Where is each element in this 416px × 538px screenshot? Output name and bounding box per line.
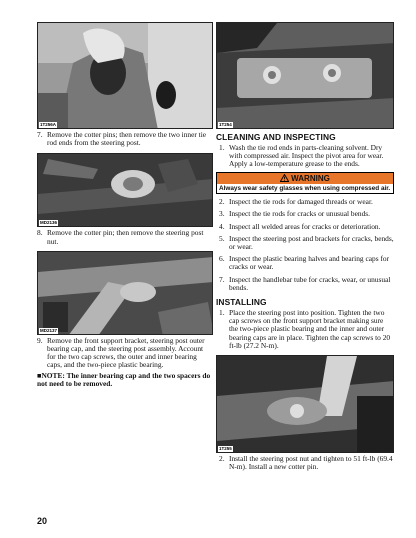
warning-label: WARNING [291, 173, 330, 183]
install-step-2: 2. Install the steering post nut and tighten to 51 ft-lb (69.4 N-m). Install a new cotter pin. [219, 454, 393, 472]
clean-step-3: 3. Inspect the tie rods for cracks or unusual bends. [219, 209, 370, 219]
right-column [216, 22, 394, 471]
clean-step-6: 6. Inspect the plastic bearing halves and bearing caps for cracks or wear. [219, 254, 390, 272]
cleaning-heading: CLEANING AND INSPECTING [216, 132, 336, 142]
clean-step-2: 2. Inspect the tie rods for damaged threads or wear. [219, 197, 373, 207]
warning-text: Always wear safety glasses when using compressed air. [219, 184, 391, 192]
clean-step-5: 5. Inspect the steering post and brackets for cracks, bends, or wear. [219, 233, 394, 252]
photo-image [38, 23, 213, 129]
page-number: 20 [37, 516, 48, 526]
step-9: 9. Remove the front support bracket, steering post outer bearing cap, and the steering post assembly. Account for the two cap screws, the outer and inner bearing caps, and the two-piece plastic bearing. [37, 335, 205, 370]
warning-banner [217, 173, 393, 184]
photo-steering-post-install [216, 355, 394, 453]
clean-step-1: 1. Wash the tie rod ends in parts-cleaning solvent. Dry with compressed air. Inspect the pivot area for wear. Apply a low-temperature grease to the ends. [219, 143, 384, 169]
clean-step-4: 4. Inspect all welded areas for cracks or deterioration. [219, 221, 381, 231]
note-marker: ■ [37, 370, 42, 380]
photo-image [217, 356, 394, 453]
photo-front-support-bracket [37, 251, 213, 335]
install-step-1: 1. Place the steering post into position. Tighten the two cap screws on the front support bracket making sure the two-piece plastic bearing and the inner and outer bearing caps are in place. Tighten the cap screws to 20 ft-lb (27.2 N-m). [219, 308, 391, 350]
photo-caption: MD2136 [40, 220, 58, 226]
step-7: 7. Remove the cotter pins; then remove the two inner tie rod ends from the steering post. [37, 130, 207, 148]
photo-caption: 1T255 [219, 446, 232, 452]
photo-tie-rod-removal [37, 22, 213, 129]
step-8: 8. Remove the cotter pin; then remove the steering post nut. [37, 228, 204, 246]
installing-heading: INSTALLING [216, 297, 267, 308]
photo-caption: MD2137 [40, 327, 58, 333]
photo-caption: 1T256A [40, 122, 57, 127]
photo-image [38, 154, 213, 227]
note-text: NOTE: The inner bearing cap and the two spacers do not need to be removed. [37, 370, 211, 388]
photo-image [38, 252, 213, 335]
clean-step-7: 7. Inspect the handlebar tube for cracks, wear, or unusual bends. [219, 274, 391, 292]
photo-bearing-caps [216, 22, 394, 129]
note [37, 372, 213, 388]
photo-caption: 1T254 [219, 122, 232, 127]
warning-box [216, 172, 394, 195]
photo-steering-post-nut [37, 153, 213, 227]
warning-triangle-icon [280, 174, 289, 182]
left-column [37, 22, 213, 388]
photo-image [217, 23, 394, 129]
